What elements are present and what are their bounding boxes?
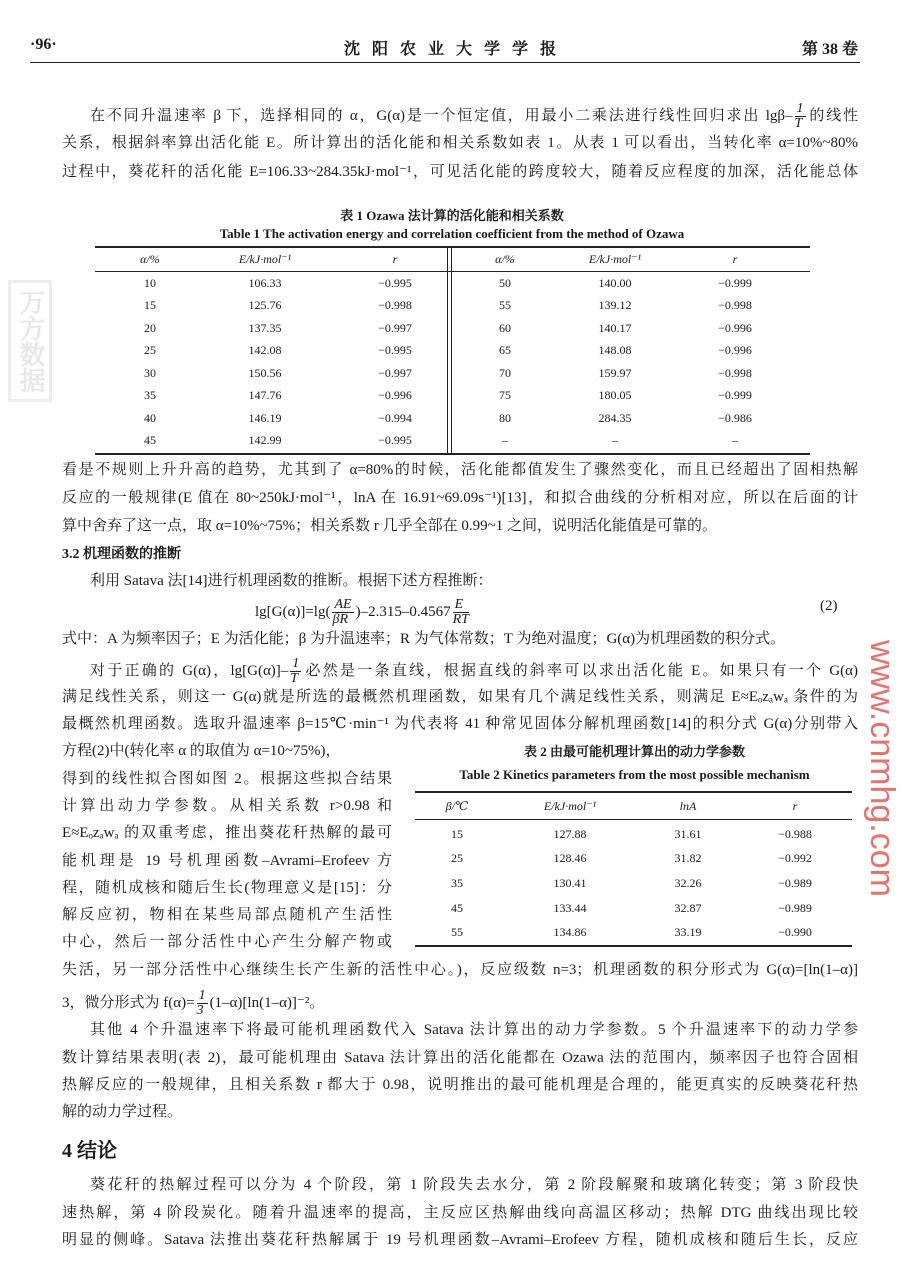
table-cell: – — [502, 433, 508, 447]
paragraph-line: 方程(2)中(转化率 α 的取值为 α=10~75%)， — [62, 743, 341, 759]
table-cell: −0.999 — [718, 276, 752, 290]
table-2-caption-cn: 表 2 由最可能机理计算出的动力学参数 — [523, 744, 745, 759]
table-cell: −0.986 — [718, 411, 752, 425]
table-2-top-rule — [415, 791, 852, 793]
table-2-caption-en: Table 2 Kinetics parameters from the most possible mechanism — [459, 767, 810, 782]
table-2-bottom-rule — [415, 945, 852, 947]
header-rule — [30, 62, 860, 63]
paragraph-line: 热解反应的一般规律，且相关系数 r 都大于 0.98，说明推出的最可能机理是合理的，能更真实的反映葵花秆热 — [62, 1077, 858, 1093]
table-cell: 140.17 — [598, 321, 632, 335]
table-cell: 55 — [451, 925, 463, 939]
table-header-cell: E/kJ·mol⁻¹ — [588, 252, 642, 266]
table-cell: 159.97 — [598, 366, 632, 380]
paragraph-line: 过程中，葵花秆的活化能 E=106.33~284.35kJ·mol⁻¹，可见活化能的跨度较大，随着反应程度的加深，活化能总体 — [62, 164, 858, 180]
table-cell: −0.994 — [378, 411, 412, 425]
page-number: ·96· — [30, 36, 57, 53]
table-cell: 125.76 — [248, 298, 282, 312]
table-cell: −0.997 — [378, 366, 412, 380]
paragraph-line: 利用 Satava 法[14]进行机理函数的推断。根据下述方程推断： — [90, 573, 493, 589]
table-cell: 15 — [451, 827, 463, 841]
table-cell: 20 — [144, 321, 156, 335]
table-header-cell: β/℃ — [445, 799, 469, 813]
paragraph-line: 明显的侧峰。Satava 法推出葵花秆热解属于 19 号机理函数–Avrami–Erofeev 方程，随机成核和随后生长，反应 — [62, 1232, 858, 1248]
table-cell: 137.35 — [248, 321, 282, 335]
table-cell: −0.997 — [378, 321, 412, 335]
equation-satava: lg[G(α)]=lg( $\frac{AE}{\beta R}$ )–2.315–0.4567 $\frac{E}{RT}$ — [255, 597, 469, 627]
table-cell: 25 — [451, 851, 463, 865]
table-cell: 50 — [499, 276, 511, 290]
paragraph-line: 在不同升温速率 β 下，选择相同的 α，G(α)是一个恒定值，用最小二乘法进行线性回归求出 lgβ– $\frac{1}{T}$ 的线性 — [90, 101, 858, 131]
table-cell: −0.992 — [778, 851, 812, 865]
paragraph-line: 程，随机成核和随后生长(物理意义是[15]：分 — [62, 880, 392, 896]
paragraph-line: 3，微分形式为 f(α)= $\frac{1}{3}$ (1–α)[ln(1–α)]⁻²。 — [62, 988, 325, 1018]
paragraph-line: 看是不规则上升升高的趋势，尤其到了 α=80%的时候，活化能都值发生了骤然变化，而且已经超出了固相热解 — [62, 462, 858, 478]
table-cell: 139.12 — [598, 298, 632, 312]
table-1-divider — [447, 247, 448, 454]
paragraph-line: 计算出动力学参数。从相关系数 r>0.98 和 — [62, 798, 392, 814]
paragraph-line: 解的动力学过程。 — [62, 1104, 183, 1120]
table-1-header-rule — [95, 271, 810, 272]
table-cell: 106.33 — [248, 276, 282, 290]
fraction: $\frac{AE}{\beta R}$ — [332, 597, 352, 627]
paragraph-line: 满足线性关系，则这一 G(α)就是所选的最概然机理函数，如果有几个满足线性关系，则满足 E≈Eₒzₐwₐ 条件的为 — [62, 689, 858, 705]
table-cell: 147.76 — [248, 388, 282, 402]
paragraph-line: 葵花秆的热解过程可以分为 4 个阶段，第 1 阶段失去水分，第 2 阶段解聚和玻璃化转变；第 3 阶段快 — [90, 1177, 858, 1193]
table-cell: −0.996 — [378, 388, 412, 402]
paragraph-line: 数计算结果表明(表 2)，最可能机理由 Satava 法计算出的活化能都在 Ozawa 法的范围内，频率因子也符合固相 — [62, 1050, 858, 1066]
paragraph-line: 式中：A 为频率因子；E 为活化能；β 为升温速率；R 为气体常数；T 为绝对温度；G(α)为机理函数的积分式。 — [62, 631, 786, 647]
table-cell: 30 — [144, 366, 156, 380]
table-cell: 45 — [451, 901, 463, 915]
table-header-cell: α/% — [495, 252, 515, 266]
fraction: $\frac{E}{RT}$ — [452, 597, 469, 627]
paragraph-line: 最概然机理函数。选取升温速率 β=15℃·min⁻¹ 为代表将 41 种常见固体分解机理函数[14]的积分式 G(α)分别带入 — [62, 716, 858, 732]
table-cell: 142.08 — [248, 343, 282, 357]
table-cell: 140.00 — [598, 276, 632, 290]
table-cell: 33.19 — [674, 925, 702, 939]
table-cell: 65 — [499, 343, 511, 357]
paragraph-line: 对于正确的 G(α)，lg[G(α)]– $\frac{1}{T}$ 必然是一条直线，根据直线的斜率可以求出活化能 E。如果只有一个 G(α) — [90, 656, 858, 686]
paragraph-line: 中心，然后一部分活性中心产生分解产物或 — [62, 934, 392, 950]
paragraph-line: E≈Eₒzₐwₐ 的双重考虑，推出葵花秆热解的最可 — [62, 825, 392, 841]
table-cell: – — [612, 433, 618, 447]
table-1-bottom-rule — [95, 453, 810, 455]
table-cell: −0.999 — [718, 388, 752, 402]
table-cell: 148.08 — [598, 343, 632, 357]
table-cell: 130.41 — [553, 876, 587, 890]
table-cell: −0.989 — [778, 876, 812, 890]
table-1-divider — [451, 247, 452, 454]
table-cell: 284.35 — [598, 411, 632, 425]
table-cell: – — [732, 433, 738, 447]
table-cell: −0.998 — [718, 366, 752, 380]
table-cell: 31.61 — [674, 827, 702, 841]
watermark-site: www.cnmhg.com — [863, 640, 901, 897]
journal-title: 沈 阳 农 业 大 学 学 报 — [343, 41, 560, 58]
table-cell: 35 — [144, 388, 156, 402]
paragraph-line: 失活，另一部分活性中心继续生长产生新的活性中心。)，反应级数 n=3；机理函数的积分形式为 G(α)=[ln(1–α)] — [62, 962, 858, 978]
paragraph-line: 速热解，第 4 阶段炭化。随着升温速率的提高，主反应区热解曲线向高温区移动；热解 DTG 曲线出现比较 — [62, 1205, 858, 1221]
table-cell: −0.996 — [718, 343, 752, 357]
table-header-cell: E/kJ·mol⁻¹ — [238, 252, 292, 266]
table-cell: 80 — [499, 411, 511, 425]
table-header-cell: r — [792, 799, 798, 813]
table-cell: 133.44 — [553, 901, 587, 915]
table-cell: 75 — [499, 388, 511, 402]
table-cell: −0.995 — [378, 433, 412, 447]
table-cell: −0.990 — [778, 925, 812, 939]
table-cell: −0.989 — [778, 901, 812, 915]
fraction: $\frac{1}{T}$ — [290, 656, 300, 686]
table-cell: 150.56 — [248, 366, 282, 380]
paragraph-line: 得到的线性拟合图如图 2。根据这些拟合结果 — [62, 771, 392, 787]
paragraph-line: 其他 4 个升温速率下将最可能机理函数代入 Satava 法计算出的动力学参数。5 个升温速率下的动力学参 — [90, 1022, 858, 1038]
table-cell: 25 — [144, 343, 156, 357]
table-cell: 134.86 — [553, 925, 587, 939]
table-cell: 45 — [144, 433, 156, 447]
table-1-caption-cn: 表 1 Ozawa 法计算的活化能和相关系数 — [340, 208, 564, 223]
table-cell: 15 — [144, 298, 156, 312]
equation-number: (2) — [820, 598, 838, 614]
paragraph-line: 解反应初，物相在某些局部点随机产生活性 — [62, 907, 392, 923]
table-1-top-rule — [95, 246, 810, 248]
section-heading-4: 4 结论 — [62, 1140, 117, 1162]
table-cell: 32.87 — [674, 901, 702, 915]
table-2-header-rule — [415, 819, 852, 820]
table-cell: −0.998 — [378, 298, 412, 312]
table-cell: 142.99 — [248, 433, 282, 447]
paragraph-line: 反应的一般规律(E 值在 80~250kJ·mol⁻¹，lnA 在 16.91~69.09s⁻¹)[13]，和拟合曲线的分析相对应，所以在后面的计 — [62, 490, 858, 506]
paragraph-line: 关系，根据斜率算出活化能 E。所计算出的活化能和相关系数如表 1。从表 1 可以看出，当转化率 α=10%~80% — [62, 135, 858, 151]
paragraph-line: 能机理是 19 号机理函数–Avrami–Erofeev 方 — [62, 853, 392, 869]
table-header-cell: E/kJ·mol⁻¹ — [543, 799, 597, 813]
table-header-cell: r — [732, 252, 738, 266]
section-heading-3-2: 3.2 机理函数的推断 — [62, 547, 181, 562]
table-cell: 40 — [144, 411, 156, 425]
table-header-cell: lnA — [679, 799, 697, 813]
table-header-cell: α/% — [140, 252, 160, 266]
table-header-cell: r — [392, 252, 398, 266]
watermark-wanfang: 万方数据 — [8, 280, 52, 402]
table-cell: 32.26 — [674, 876, 702, 890]
table-cell: −0.998 — [718, 298, 752, 312]
fraction: $\frac{1}{T}$ — [794, 101, 804, 131]
table-cell: 180.05 — [598, 388, 632, 402]
table-cell: 10 — [144, 276, 156, 290]
table-cell: −0.995 — [378, 343, 412, 357]
table-cell: 31.82 — [674, 851, 702, 865]
table-cell: −0.988 — [778, 827, 812, 841]
fraction: $\frac{1}{3}$ — [196, 988, 206, 1018]
table-cell: 35 — [451, 876, 463, 890]
table-1-caption-en: Table 1 The activation energy and correlation coefficient from the method of Ozawa — [219, 226, 685, 241]
table-cell: −0.995 — [378, 276, 412, 290]
volume-label: 第 38 卷 — [801, 41, 858, 58]
table-cell: 146.19 — [248, 411, 282, 425]
table-cell: −0.996 — [718, 321, 752, 335]
table-cell: 127.88 — [553, 827, 587, 841]
table-cell: 128.46 — [553, 851, 587, 865]
paragraph-line: 算中舍弃了这一点，取 α=10%~75%；相关系数 r 几乎全部在 0.99~1 之间，说明活化能值是可靠的。 — [62, 518, 718, 534]
table-cell: 60 — [499, 321, 511, 335]
table-cell: 55 — [499, 298, 511, 312]
table-cell: 70 — [499, 366, 511, 380]
